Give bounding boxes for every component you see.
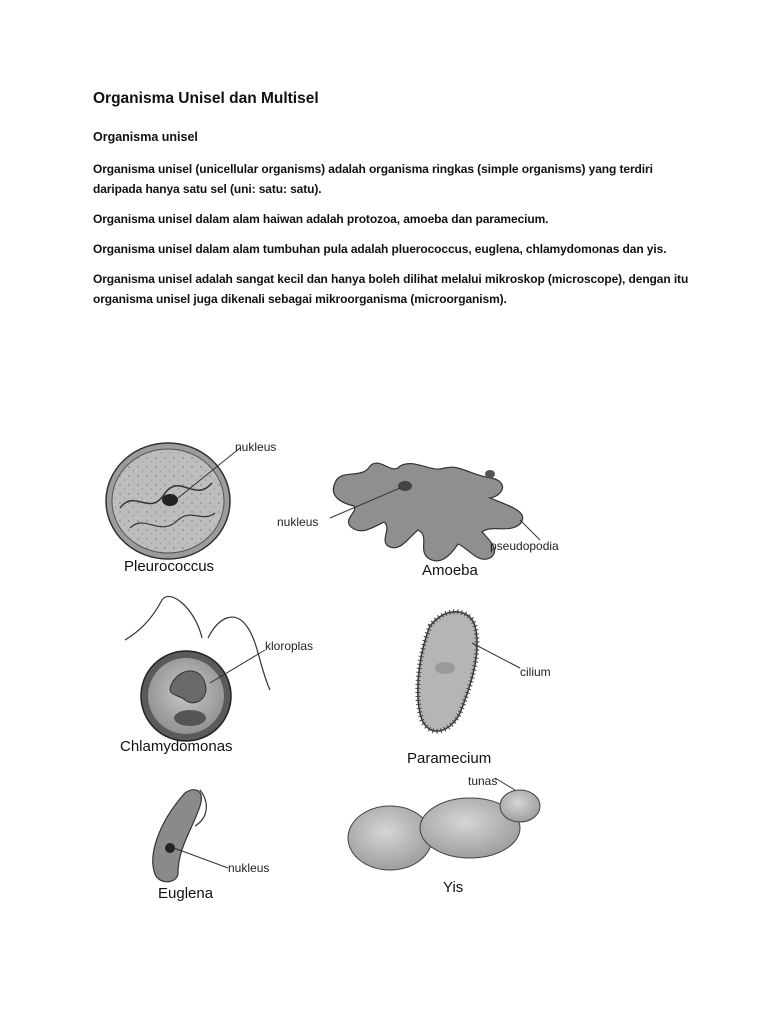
paragraph-microscope: Organisma unisel adalah sangat kecil dan hanya boleh dilihat melalui mikroskop (microscope), dengan itu organisma unisel juga dikenali sebagai mikroorganisma (microorganism). [93,272,689,306]
unicellular-organisms-figure [100,428,580,908]
section-heading: Organisma unisel [93,130,198,144]
paramecium-name: Paramecium [407,750,492,767]
paragraph-animal-kingdom: Organisma unisel dalam alam haiwan adalah protozoa, amoeba dan paramecium. [93,212,549,226]
euglena-drawing [153,790,228,882]
yis-bud-label: tunas [468,774,498,788]
euglena-nucleus-label: nukleus [228,861,270,875]
page-title: Organisma Unisel dan Multisel [93,90,319,107]
paragraph-plant-kingdom: Organisma unisel dalam alam tumbuhan pula adalah pluerococcus, euglena, chlamydomonas dan yis. [93,242,667,256]
paramecium-cilium-label: cilium [520,665,551,679]
pleurococcus-name: Pleurococcus [124,558,215,575]
paragraph-definition: Organisma unisel (unicellular organisms) adalah organisma ringkas (simple organisms) yang terdiri daripada hanya satu sel (uni: satu: satu). [93,162,653,196]
chlamydomonas-drawing [125,596,270,741]
yis-name: Yis [443,879,464,896]
amoeba-pseudopodia-label: pseudopodia [490,539,559,553]
amoeba-name: Amoeba [422,562,478,579]
paramecium-drawing [418,612,520,731]
euglena-name: Euglena [158,885,214,902]
amoeba-nucleus-label: nukleus [277,515,319,529]
pleurococcus-nucleus-label: nukleus [235,440,277,454]
document-body [93,88,693,319]
yis-drawing [348,778,540,870]
pleurococcus-drawing [106,443,240,559]
chlamydomonas-chloroplast-label: kloroplas [265,639,314,653]
chlamydomonas-name: Chlamydomonas [120,738,233,755]
